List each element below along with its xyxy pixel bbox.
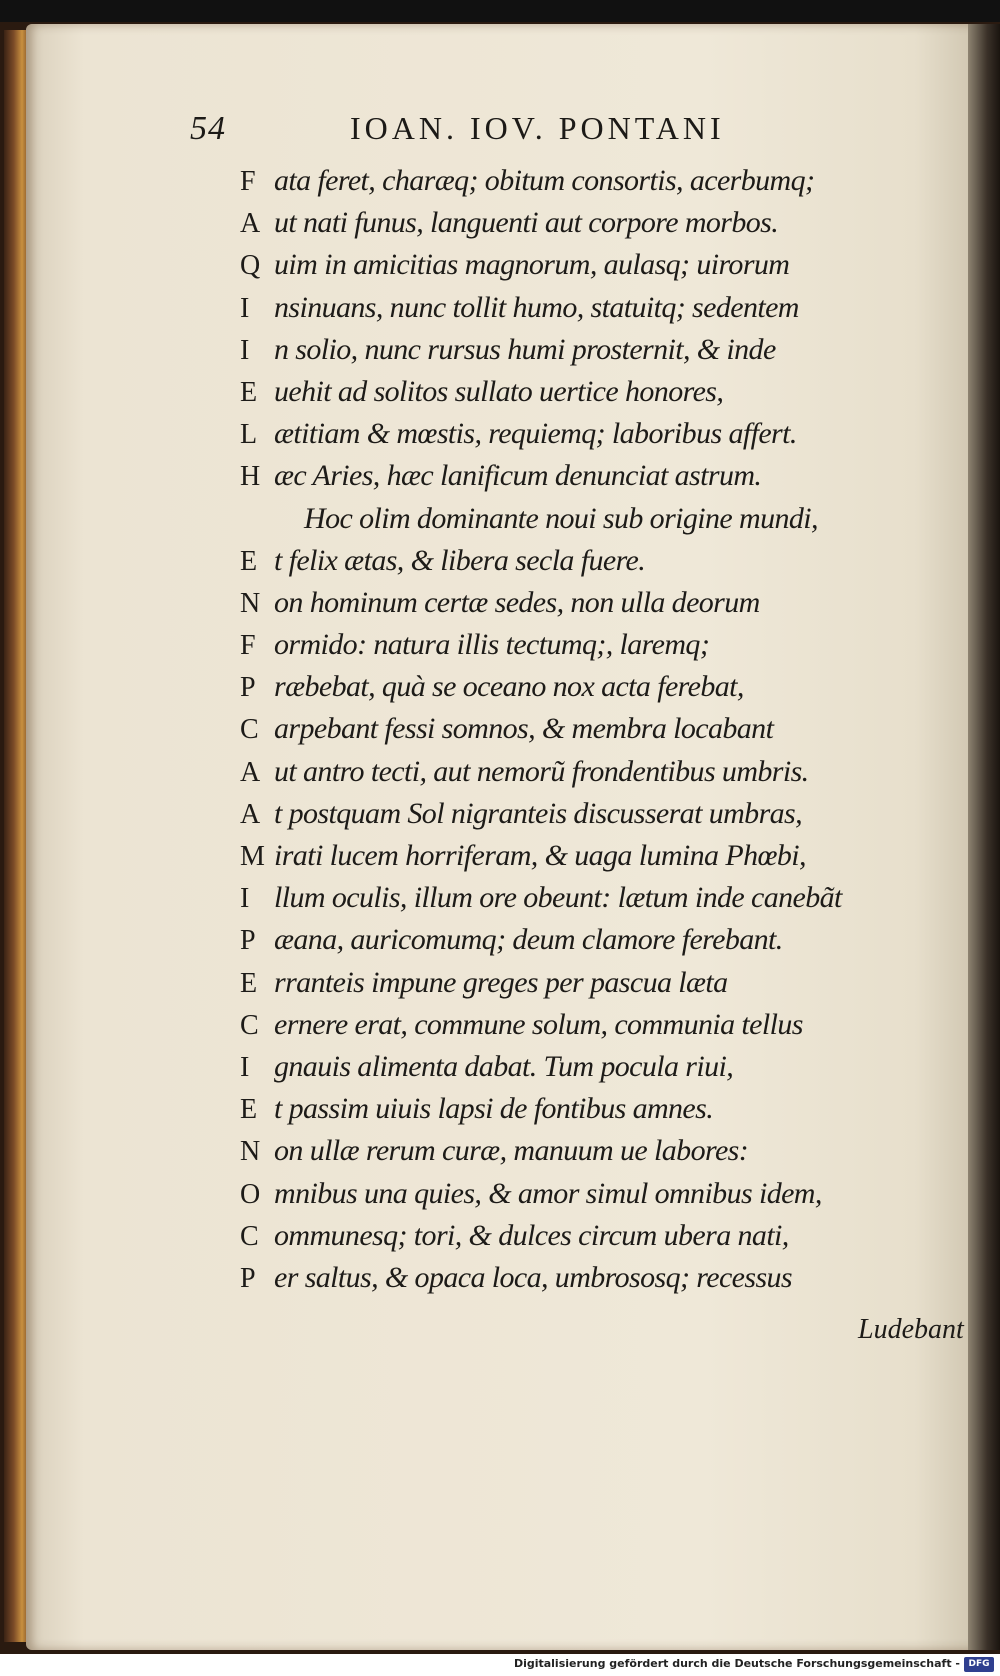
verse-text: uehit ad solitos sullato uertice honores, [274, 374, 724, 408]
verse-text: uim in amicitias magnorum, aulasq; uirorum [274, 248, 790, 282]
page-edge-shadow [968, 24, 1000, 1650]
verse-line [240, 413, 960, 455]
initial-capital: I [240, 883, 250, 915]
verse-line [240, 244, 960, 286]
verse-text: ut nati funus, languenti aut corpore morbos. [274, 206, 779, 240]
verse-text: on hominum certæ sedes, non ulla deorum [274, 585, 760, 619]
verse-text: arpebant fessi somnos, & membra locabant [274, 712, 774, 746]
verse-line [240, 708, 960, 750]
initial-capital: Q [240, 250, 261, 282]
verse-text: irati lucem horriferam, & uaga lumina Phœbi, [274, 839, 806, 872]
verse-text: nsinuans, nunc tollit humo, statuitq; sedentem [274, 290, 799, 324]
verse-line [240, 540, 960, 582]
catchword: Ludebant [858, 1314, 964, 1345]
initial-capital: N [240, 587, 261, 619]
verse-line [240, 962, 960, 1004]
verse-line [240, 919, 960, 961]
verse-text: rranteis impune greges per pascua læta [274, 965, 728, 999]
verse-line [240, 455, 960, 497]
book-spine-edge [4, 30, 28, 1642]
initial-capital: M [240, 841, 265, 872]
verse-text: Hoc olim dominante noui sub origine mundi, [304, 501, 818, 535]
verse-line [240, 160, 960, 202]
verse-line [240, 1130, 960, 1172]
verse-line [240, 1046, 960, 1088]
digitization-footer [0, 1654, 1000, 1676]
verse-text: t felix ætas, & libera secla fuere. [274, 543, 646, 577]
verse-line [240, 624, 960, 666]
initial-capital: P [240, 672, 256, 704]
verse-block [240, 160, 960, 1299]
verse-text: æc Aries, hæc lanificum denunciat astrum. [274, 459, 762, 493]
initial-capital: I [240, 292, 250, 324]
verse-line [240, 1257, 960, 1299]
initial-capital: C [240, 1220, 259, 1252]
verse-text: ut antro tecti, aut nemorũ frondentibus umbris. [274, 754, 809, 788]
initial-capital: A [240, 798, 261, 830]
verse-line [240, 329, 960, 371]
initial-capital: C [240, 1009, 259, 1041]
verse-line [240, 1173, 960, 1215]
initial-capital: O [240, 1178, 261, 1210]
initial-capital: H [240, 461, 261, 493]
initial-capital: E [240, 376, 258, 408]
verse-line [240, 498, 960, 540]
verse-line [240, 371, 960, 413]
initial-capital: F [240, 166, 256, 197]
verse-text: ernere erat, commune solum, communia tellus [274, 1007, 803, 1041]
verse-text: gnauis alimenta dabat. Tum pocula riui, [274, 1049, 734, 1083]
initial-capital: F [240, 630, 256, 662]
verse-line [240, 582, 960, 624]
initial-capital: L [240, 419, 258, 451]
verse-line [240, 877, 960, 919]
verse-text: ormido: natura illis tectumq;, laremq; [274, 628, 710, 662]
footer-credit: Digitalisierung gefördert durch die Deutsche Forschungsgemeinschaft - [513, 1657, 960, 1670]
verse-text: t passim uiuis lapsi de fontibus amnes. [274, 1092, 714, 1126]
verse-line [240, 1088, 960, 1130]
initial-capital: E [240, 967, 258, 999]
verse-text: llum oculis, illum ore obeunt: lætum inde canebãt [274, 881, 842, 915]
initial-capital: E [240, 545, 258, 577]
verse-line [240, 835, 960, 877]
verse-text: ommunesq; tori, & dulces circum ubera nati, [274, 1218, 789, 1252]
verse-text: ræbebat, quà se oceano nox acta ferebat, [274, 670, 744, 704]
initial-capital: N [240, 1136, 261, 1168]
verse-line [240, 287, 960, 329]
dfg-logo-icon: DFG [964, 1657, 994, 1672]
verse-text: ata feret, charæq; obitum consortis, acerbumq; [274, 164, 815, 197]
initial-capital: C [240, 714, 259, 746]
initial-capital: P [240, 1262, 256, 1294]
initial-capital: P [240, 925, 256, 957]
running-head [190, 110, 830, 150]
verse-line [240, 1004, 960, 1046]
verse-line [240, 751, 960, 793]
verse-text: ætitiam & mœstis, requiemq; laboribus affert. [274, 417, 797, 451]
verse-line [240, 202, 960, 244]
verse-text: er saltus, & opaca loca, umbrososq; recessus [274, 1260, 793, 1294]
verse-text: n solio, nunc rursus humi prosternit, & inde [274, 332, 776, 366]
viewer-top-bar [0, 0, 1000, 22]
initial-capital: I [240, 1051, 250, 1083]
running-head-title: IOAN. IOV. PONTANI [350, 110, 725, 146]
initial-capital: A [240, 208, 261, 240]
verse-line [240, 1215, 960, 1257]
verse-text: æana, auricomumq; deum clamore ferebant. [274, 923, 783, 957]
verse-text: t postquam Sol nigranteis discusserat umbras, [274, 796, 803, 830]
initial-capital: E [240, 1094, 258, 1126]
verse-line [240, 793, 960, 835]
verse-text: on ullæ rerum curæ, manuum ue labores: [274, 1134, 749, 1168]
initial-capital: A [240, 756, 261, 788]
page-number: 54 [190, 110, 226, 147]
verse-line [240, 666, 960, 708]
verse-text: mnibus una quies, & amor simul omnibus idem, [274, 1176, 822, 1210]
initial-capital: I [240, 334, 250, 366]
